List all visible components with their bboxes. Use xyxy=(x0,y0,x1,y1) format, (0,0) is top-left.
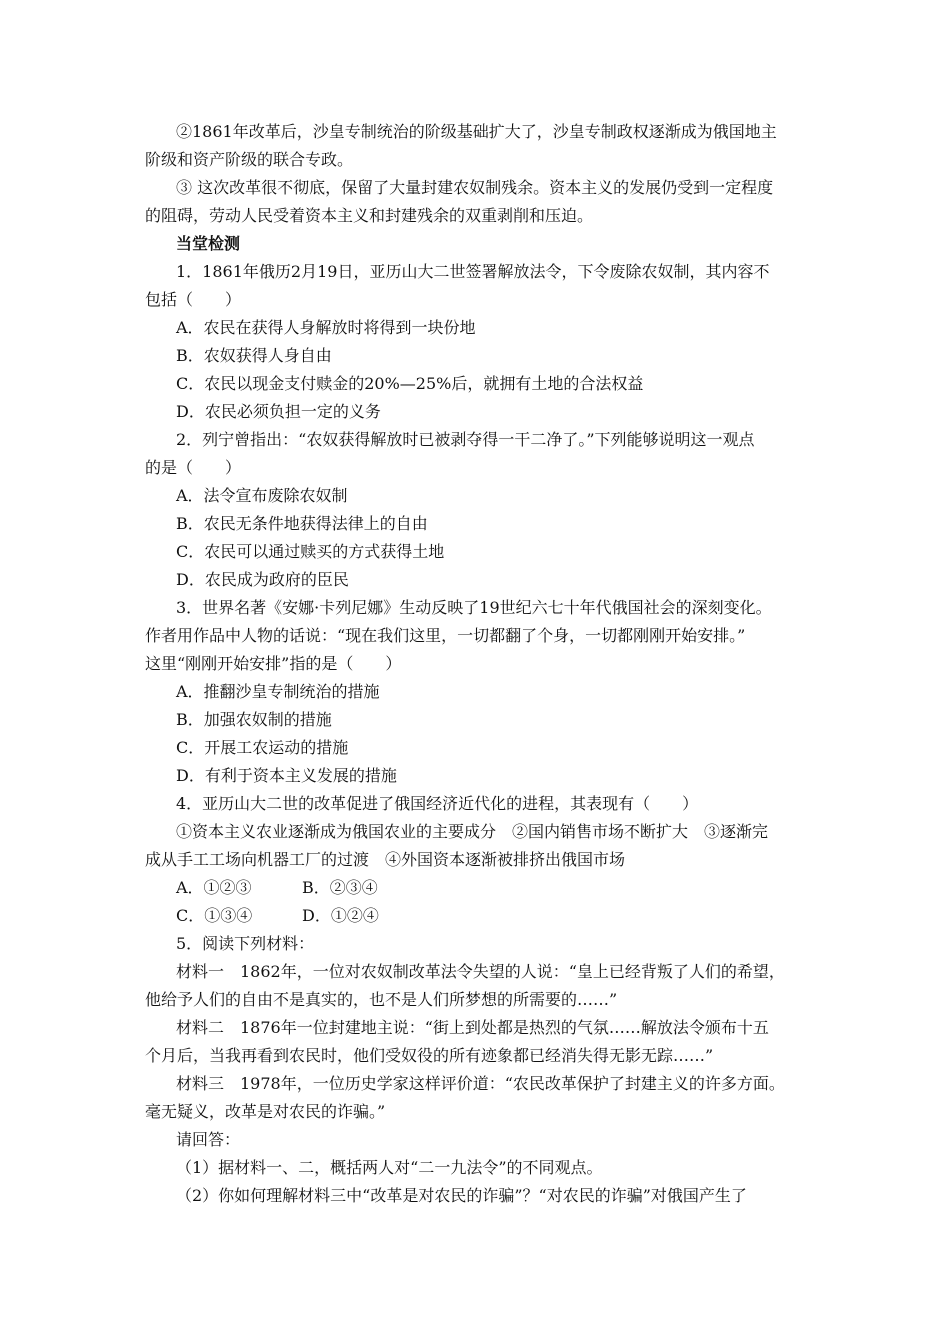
material-3: 毫无疑义，改革是对农民的诈骗。” xyxy=(145,1102,386,1121)
question-2-stem: 2．列宁曾指出：“农奴获得解放时已被剥夺得一干二净了。”下列能够说明这一观点 xyxy=(176,430,755,449)
sub-question-2: （2）你如何理解材料三中“改革是对农民的诈骗”？“对农民的诈骗”对俄国产生了 xyxy=(176,1186,747,1205)
question-3-stem: 这里“刚刚开始安排”指的是（ ） xyxy=(145,654,402,673)
section-title: 当堂检测 xyxy=(176,234,241,253)
question-1-option-c: C．农民以现金支付赎金的20%—25%后，就拥有土地的合法权益 xyxy=(176,374,644,393)
paragraph-line: 阶级和资产阶级的联合专政。 xyxy=(145,150,354,169)
question-3-stem: 3．世界名著《安娜·卡列尼娜》生动反映了19世纪六七十年代俄国社会的深刻变化。 xyxy=(176,598,772,617)
paragraph-line: ②1861年改革后，沙皇专制统治的阶级基础扩大了，沙皇专制政权逐渐成为俄国地主 xyxy=(176,122,777,141)
question-4-option-b: B．②③④ xyxy=(302,878,378,897)
question-2-stem: 的是（ ） xyxy=(145,458,242,477)
paragraph-line: ③ 这次改革很不彻底，保留了大量封建农奴制残余。资本主义的发展仍受到一定程度 xyxy=(176,178,774,197)
question-4-stem: 4．亚历山大二世的改革促进了俄国经济近代化的进程，其表现有（ ） xyxy=(176,794,699,813)
paragraph-line: 的阻碍，劳动人民受着资本主义和封建残余的双重剥削和压迫。 xyxy=(145,206,594,225)
question-4-option-a: A．①②③ xyxy=(176,878,252,897)
question-3-stem: 作者用作品中人物的话说：“现在我们这里，一切都翻了个身，一切都刚刚开始安排。” xyxy=(145,626,746,645)
question-2-option-a: A．法令宣布废除农奴制 xyxy=(176,486,348,505)
question-1-stem: 1．1861年俄历2月19日，亚历山大二世签署解放法令，下令废除农奴制，其内容不 xyxy=(176,262,770,281)
sub-question-1: （1）据材料一、二，概括两人对“二一九法令”的不同观点。 xyxy=(176,1158,603,1177)
question-4-statements: ①资本主义农业逐渐成为俄国农业的主要成分 ②国内销售市场不断扩大 ③逐渐完 xyxy=(176,822,769,841)
question-3-option-c: C．开展工农运动的措施 xyxy=(176,738,349,757)
question-5-stem: 5．阅读下列材料： xyxy=(176,934,315,953)
material-2: 个月后，当我再看到农民时，他们受奴役的所有迹象都已经消失得无影无踪……” xyxy=(145,1046,714,1065)
question-1-option-b: B．农奴获得人身自由 xyxy=(176,346,332,365)
question-4-statements: 成从手工工场向机器工厂的过渡 ④外国资本逐渐被排挤出俄国市场 xyxy=(145,850,626,869)
material-2: 材料二 1876年一位封建地主说：“街上到处都是热烈的气氛……解放法令颁布十五 xyxy=(176,1018,769,1037)
question-2-option-b: B．农民无条件地获得法律上的自由 xyxy=(176,514,428,533)
question-1-option-a: A．农民在获得人身解放时将得到一块份地 xyxy=(176,318,476,337)
material-1: 他给予人们的自由不是真实的，也不是人们所梦想的所需要的……” xyxy=(145,990,618,1009)
question-4-option-d: D．①②④ xyxy=(302,906,379,925)
material-1: 材料一 1862年，一位对农奴制改革法令失望的人说：“皇上已经背叛了人们的希望， xyxy=(176,962,785,981)
question-3-option-b: B．加强农奴制的措施 xyxy=(176,710,332,729)
question-2-option-c: C．农民可以通过赎买的方式获得土地 xyxy=(176,542,445,561)
question-1-stem: 包括（ ） xyxy=(145,290,242,309)
question-1-option-d: D．农民必须负担一定的义务 xyxy=(176,402,381,421)
question-3-option-d: D．有利于资本主义发展的措施 xyxy=(176,766,397,785)
material-3: 材料三 1978年，一位历史学家这样评价道：“农民改革保护了封建主义的许多方面。 xyxy=(176,1074,785,1093)
question-3-option-a: A．推翻沙皇专制统治的措施 xyxy=(176,682,380,701)
question-2-option-d: D．农民成为政府的臣民 xyxy=(176,570,349,589)
question-4-option-c: C．①③④ xyxy=(176,906,253,925)
answer-prompt: 请回答： xyxy=(176,1130,241,1149)
